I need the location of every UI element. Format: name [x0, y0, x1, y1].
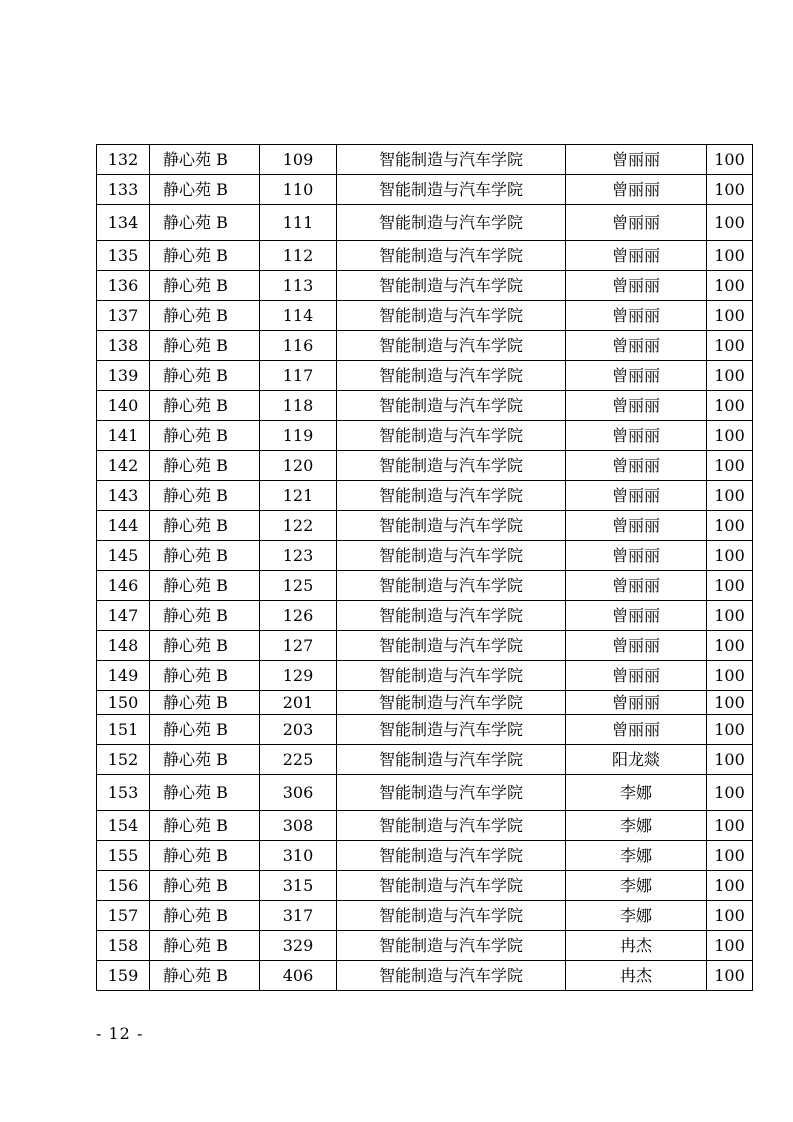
score-cell: 100	[707, 811, 753, 841]
counselor-name-cell: 曾丽丽	[566, 601, 707, 631]
counselor-name-cell: 曾丽丽	[566, 301, 707, 331]
row-number-cell: 144	[97, 511, 150, 541]
score-cell: 100	[707, 271, 753, 301]
building-cell: 静心苑 B	[150, 331, 260, 361]
room-number-cell: 116	[260, 331, 337, 361]
counselor-name-cell: 冉杰	[566, 931, 707, 961]
score-cell: 100	[707, 691, 753, 715]
building-cell: 静心苑 B	[150, 811, 260, 841]
row-number-cell: 132	[97, 145, 150, 175]
row-number-cell: 157	[97, 901, 150, 931]
building-cell: 静心苑 B	[150, 361, 260, 391]
building-cell: 静心苑 B	[150, 271, 260, 301]
table-row	[97, 691, 753, 715]
score-cell: 100	[707, 511, 753, 541]
counselor-name-cell: 曾丽丽	[566, 241, 707, 271]
college-cell: 智能制造与汽车学院	[337, 775, 566, 811]
room-number-cell: 114	[260, 301, 337, 331]
row-number-cell: 155	[97, 841, 150, 871]
college-cell: 智能制造与汽车学院	[337, 961, 566, 991]
score-cell: 100	[707, 145, 753, 175]
counselor-name-cell: 曾丽丽	[566, 391, 707, 421]
college-cell: 智能制造与汽车学院	[337, 301, 566, 331]
counselor-name-cell: 曾丽丽	[566, 481, 707, 511]
row-number-cell: 158	[97, 931, 150, 961]
score-cell: 100	[707, 571, 753, 601]
building-cell: 静心苑 B	[150, 931, 260, 961]
college-cell: 智能制造与汽车学院	[337, 481, 566, 511]
college-cell: 智能制造与汽车学院	[337, 631, 566, 661]
table-row	[97, 961, 753, 991]
counselor-name-cell: 曾丽丽	[566, 175, 707, 205]
score-cell: 100	[707, 745, 753, 775]
building-cell: 静心苑 B	[150, 481, 260, 511]
counselor-name-cell: 曾丽丽	[566, 691, 707, 715]
score-cell: 100	[707, 391, 753, 421]
score-cell: 100	[707, 331, 753, 361]
building-cell: 静心苑 B	[150, 451, 260, 481]
building-cell: 静心苑 B	[150, 301, 260, 331]
counselor-name-cell: 曾丽丽	[566, 451, 707, 481]
room-number-cell: 126	[260, 601, 337, 631]
row-number-cell: 147	[97, 601, 150, 631]
table-row	[97, 775, 753, 811]
counselor-name-cell: 李娜	[566, 775, 707, 811]
counselor-name-cell: 曾丽丽	[566, 631, 707, 661]
row-number-cell: 146	[97, 571, 150, 601]
college-cell: 智能制造与汽车学院	[337, 451, 566, 481]
college-cell: 智能制造与汽车学院	[337, 715, 566, 745]
score-cell: 100	[707, 241, 753, 271]
row-number-cell: 140	[97, 391, 150, 421]
row-number-cell: 139	[97, 361, 150, 391]
building-cell: 静心苑 B	[150, 175, 260, 205]
building-cell: 静心苑 B	[150, 691, 260, 715]
score-cell: 100	[707, 715, 753, 745]
page-number: - 12 -	[96, 1024, 144, 1043]
score-cell: 100	[707, 931, 753, 961]
room-number-cell: 329	[260, 931, 337, 961]
counselor-name-cell: 曾丽丽	[566, 421, 707, 451]
college-cell: 智能制造与汽车学院	[337, 841, 566, 871]
row-number-cell: 135	[97, 241, 150, 271]
counselor-name-cell: 曾丽丽	[566, 661, 707, 691]
college-cell: 智能制造与汽车学院	[337, 331, 566, 361]
score-cell: 100	[707, 175, 753, 205]
room-number-cell: 113	[260, 271, 337, 301]
room-number-cell: 109	[260, 145, 337, 175]
room-number-cell: 127	[260, 631, 337, 661]
college-cell: 智能制造与汽车学院	[337, 661, 566, 691]
room-number-cell: 201	[260, 691, 337, 715]
row-number-cell: 153	[97, 775, 150, 811]
room-number-cell: 129	[260, 661, 337, 691]
college-cell: 智能制造与汽车学院	[337, 271, 566, 301]
score-cell: 100	[707, 451, 753, 481]
college-cell: 智能制造与汽车学院	[337, 601, 566, 631]
college-cell: 智能制造与汽车学院	[337, 175, 566, 205]
room-number-cell: 122	[260, 511, 337, 541]
table-row	[97, 715, 753, 745]
room-number-cell: 308	[260, 811, 337, 841]
building-cell: 静心苑 B	[150, 775, 260, 811]
row-number-cell: 154	[97, 811, 150, 841]
row-number-cell: 152	[97, 745, 150, 775]
college-cell: 智能制造与汽车学院	[337, 571, 566, 601]
room-number-cell: 225	[260, 745, 337, 775]
table-row	[97, 421, 753, 451]
counselor-name-cell: 曾丽丽	[566, 511, 707, 541]
college-cell: 智能制造与汽车学院	[337, 361, 566, 391]
row-number-cell: 137	[97, 301, 150, 331]
score-cell: 100	[707, 421, 753, 451]
building-cell: 静心苑 B	[150, 841, 260, 871]
college-cell: 智能制造与汽车学院	[337, 145, 566, 175]
room-number-cell: 125	[260, 571, 337, 601]
counselor-name-cell: 李娜	[566, 901, 707, 931]
score-cell: 100	[707, 481, 753, 511]
counselor-name-cell: 曾丽丽	[566, 715, 707, 745]
table-row	[97, 361, 753, 391]
building-cell: 静心苑 B	[150, 541, 260, 571]
room-number-cell: 111	[260, 205, 337, 241]
counselor-name-cell: 冉杰	[566, 961, 707, 991]
row-number-cell: 156	[97, 871, 150, 901]
room-number-cell: 203	[260, 715, 337, 745]
building-cell: 静心苑 B	[150, 901, 260, 931]
table-row	[97, 871, 753, 901]
score-cell: 100	[707, 205, 753, 241]
table-row	[97, 601, 753, 631]
row-number-cell: 136	[97, 271, 150, 301]
table-row	[97, 451, 753, 481]
college-cell: 智能制造与汽车学院	[337, 811, 566, 841]
counselor-name-cell: 李娜	[566, 811, 707, 841]
college-cell: 智能制造与汽车学院	[337, 931, 566, 961]
building-cell: 静心苑 B	[150, 961, 260, 991]
row-number-cell: 134	[97, 205, 150, 241]
building-cell: 静心苑 B	[150, 205, 260, 241]
table-row	[97, 841, 753, 871]
table-row	[97, 511, 753, 541]
row-number-cell: 133	[97, 175, 150, 205]
dormitory-score-table	[96, 144, 753, 991]
table-row	[97, 745, 753, 775]
room-number-cell: 117	[260, 361, 337, 391]
room-number-cell: 317	[260, 901, 337, 931]
score-cell: 100	[707, 961, 753, 991]
counselor-name-cell: 阳龙燚	[566, 745, 707, 775]
table-row	[97, 811, 753, 841]
room-number-cell: 110	[260, 175, 337, 205]
table-row	[97, 241, 753, 271]
table-row	[97, 901, 753, 931]
table-row	[97, 145, 753, 175]
room-number-cell: 121	[260, 481, 337, 511]
table-body	[97, 145, 753, 991]
table-row	[97, 205, 753, 241]
score-cell: 100	[707, 661, 753, 691]
row-number-cell: 149	[97, 661, 150, 691]
score-cell: 100	[707, 841, 753, 871]
row-number-cell: 138	[97, 331, 150, 361]
room-number-cell: 120	[260, 451, 337, 481]
college-cell: 智能制造与汽车学院	[337, 241, 566, 271]
row-number-cell: 141	[97, 421, 150, 451]
score-cell: 100	[707, 541, 753, 571]
table-row	[97, 661, 753, 691]
table-row	[97, 301, 753, 331]
room-number-cell: 315	[260, 871, 337, 901]
score-cell: 100	[707, 631, 753, 661]
counselor-name-cell: 曾丽丽	[566, 361, 707, 391]
college-cell: 智能制造与汽车学院	[337, 541, 566, 571]
counselor-name-cell: 曾丽丽	[566, 331, 707, 361]
counselor-name-cell: 曾丽丽	[566, 205, 707, 241]
score-cell: 100	[707, 601, 753, 631]
building-cell: 静心苑 B	[150, 511, 260, 541]
table-row	[97, 481, 753, 511]
building-cell: 静心苑 B	[150, 421, 260, 451]
row-number-cell: 150	[97, 691, 150, 715]
counselor-name-cell: 曾丽丽	[566, 145, 707, 175]
building-cell: 静心苑 B	[150, 241, 260, 271]
college-cell: 智能制造与汽车学院	[337, 871, 566, 901]
table-row	[97, 571, 753, 601]
college-cell: 智能制造与汽车学院	[337, 421, 566, 451]
row-number-cell: 159	[97, 961, 150, 991]
row-number-cell: 145	[97, 541, 150, 571]
row-number-cell: 151	[97, 715, 150, 745]
score-cell: 100	[707, 361, 753, 391]
score-cell: 100	[707, 775, 753, 811]
room-number-cell: 119	[260, 421, 337, 451]
table-row	[97, 931, 753, 961]
building-cell: 静心苑 B	[150, 745, 260, 775]
room-number-cell: 306	[260, 775, 337, 811]
score-cell: 100	[707, 301, 753, 331]
table-row	[97, 391, 753, 421]
building-cell: 静心苑 B	[150, 715, 260, 745]
room-number-cell: 310	[260, 841, 337, 871]
college-cell: 智能制造与汽车学院	[337, 205, 566, 241]
table-row	[97, 271, 753, 301]
row-number-cell: 142	[97, 451, 150, 481]
building-cell: 静心苑 B	[150, 871, 260, 901]
row-number-cell: 148	[97, 631, 150, 661]
building-cell: 静心苑 B	[150, 145, 260, 175]
table-row	[97, 541, 753, 571]
room-number-cell: 118	[260, 391, 337, 421]
building-cell: 静心苑 B	[150, 631, 260, 661]
score-cell: 100	[707, 901, 753, 931]
building-cell: 静心苑 B	[150, 601, 260, 631]
college-cell: 智能制造与汽车学院	[337, 901, 566, 931]
counselor-name-cell: 曾丽丽	[566, 541, 707, 571]
college-cell: 智能制造与汽车学院	[337, 391, 566, 421]
room-number-cell: 112	[260, 241, 337, 271]
college-cell: 智能制造与汽车学院	[337, 745, 566, 775]
counselor-name-cell: 曾丽丽	[566, 271, 707, 301]
room-number-cell: 406	[260, 961, 337, 991]
counselor-name-cell: 曾丽丽	[566, 571, 707, 601]
college-cell: 智能制造与汽车学院	[337, 511, 566, 541]
building-cell: 静心苑 B	[150, 571, 260, 601]
table-row	[97, 631, 753, 661]
room-number-cell: 123	[260, 541, 337, 571]
counselor-name-cell: 李娜	[566, 841, 707, 871]
row-number-cell: 143	[97, 481, 150, 511]
building-cell: 静心苑 B	[150, 661, 260, 691]
table-row	[97, 175, 753, 205]
college-cell: 智能制造与汽车学院	[337, 691, 566, 715]
score-cell: 100	[707, 871, 753, 901]
table-row	[97, 331, 753, 361]
building-cell: 静心苑 B	[150, 391, 260, 421]
counselor-name-cell: 李娜	[566, 871, 707, 901]
